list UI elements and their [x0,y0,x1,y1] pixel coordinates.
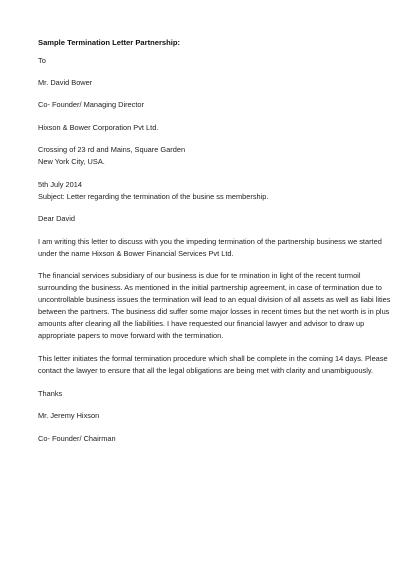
recipient-name: Mr. David Bower [38,78,93,87]
closing: Thanks [38,389,63,398]
letter-title: Sample Termination Letter Partnership: [38,38,181,47]
paragraph-2-line: uncontrollable business issues the termination will lead to an equal division of all assets as well as liabi lities [38,295,391,304]
to-label: To [38,56,46,65]
address-line-2: New York City, USA. [38,157,105,166]
paragraph-2-line: amounts after clearing all the liabilities. I have requested our financial lawyer and advisor to draw up [38,319,365,328]
paragraph-1-line: I am writing this letter to discuss with you the impeding termination of the partnership business we started [38,237,382,246]
recipient-role: Co- Founder/ Managing Director [38,100,144,109]
salutation: Dear David [38,214,75,223]
paragraph-2-line: surrounding the business. As mentioned in the initial partnership agreement, in case of termination due to [38,283,382,292]
paragraph-2-line: The financial services subsidiary of our business is due for te rmination in light of the recent turmoil [38,271,361,280]
paragraph-2-line: between the partners. The business did suffer some major losses in recent times but the net worth is in plus [38,307,390,316]
paragraph-2-line: appropriate papers to move forward with the termination. [38,331,224,340]
letter-subject: Subject: Letter regarding the termination of the busine ss membership. [38,192,269,201]
letter-date: 5th July 2014 [38,180,82,189]
address-line-1: Crossing of 23 rd and Mains, Square Garden [38,145,186,154]
paragraph-3-line: contact the lawyer to ensure that all the legal obligations are being met with clarity and unambiguously. [38,366,374,375]
paragraph-1-line: under the name Hixson & Bower Financial Services Pvt Ltd. [38,249,234,258]
sender-name: Mr. Jeremy Hixson [38,411,100,420]
recipient-company: Hixson & Bower Corporation Pvt Ltd. [38,123,159,132]
sender-role: Co- Founder/ Chairman [38,434,116,443]
paragraph-3-line: This letter initiates the formal termination procedure which shall be complete in the coming 14 days. Please [38,354,388,363]
